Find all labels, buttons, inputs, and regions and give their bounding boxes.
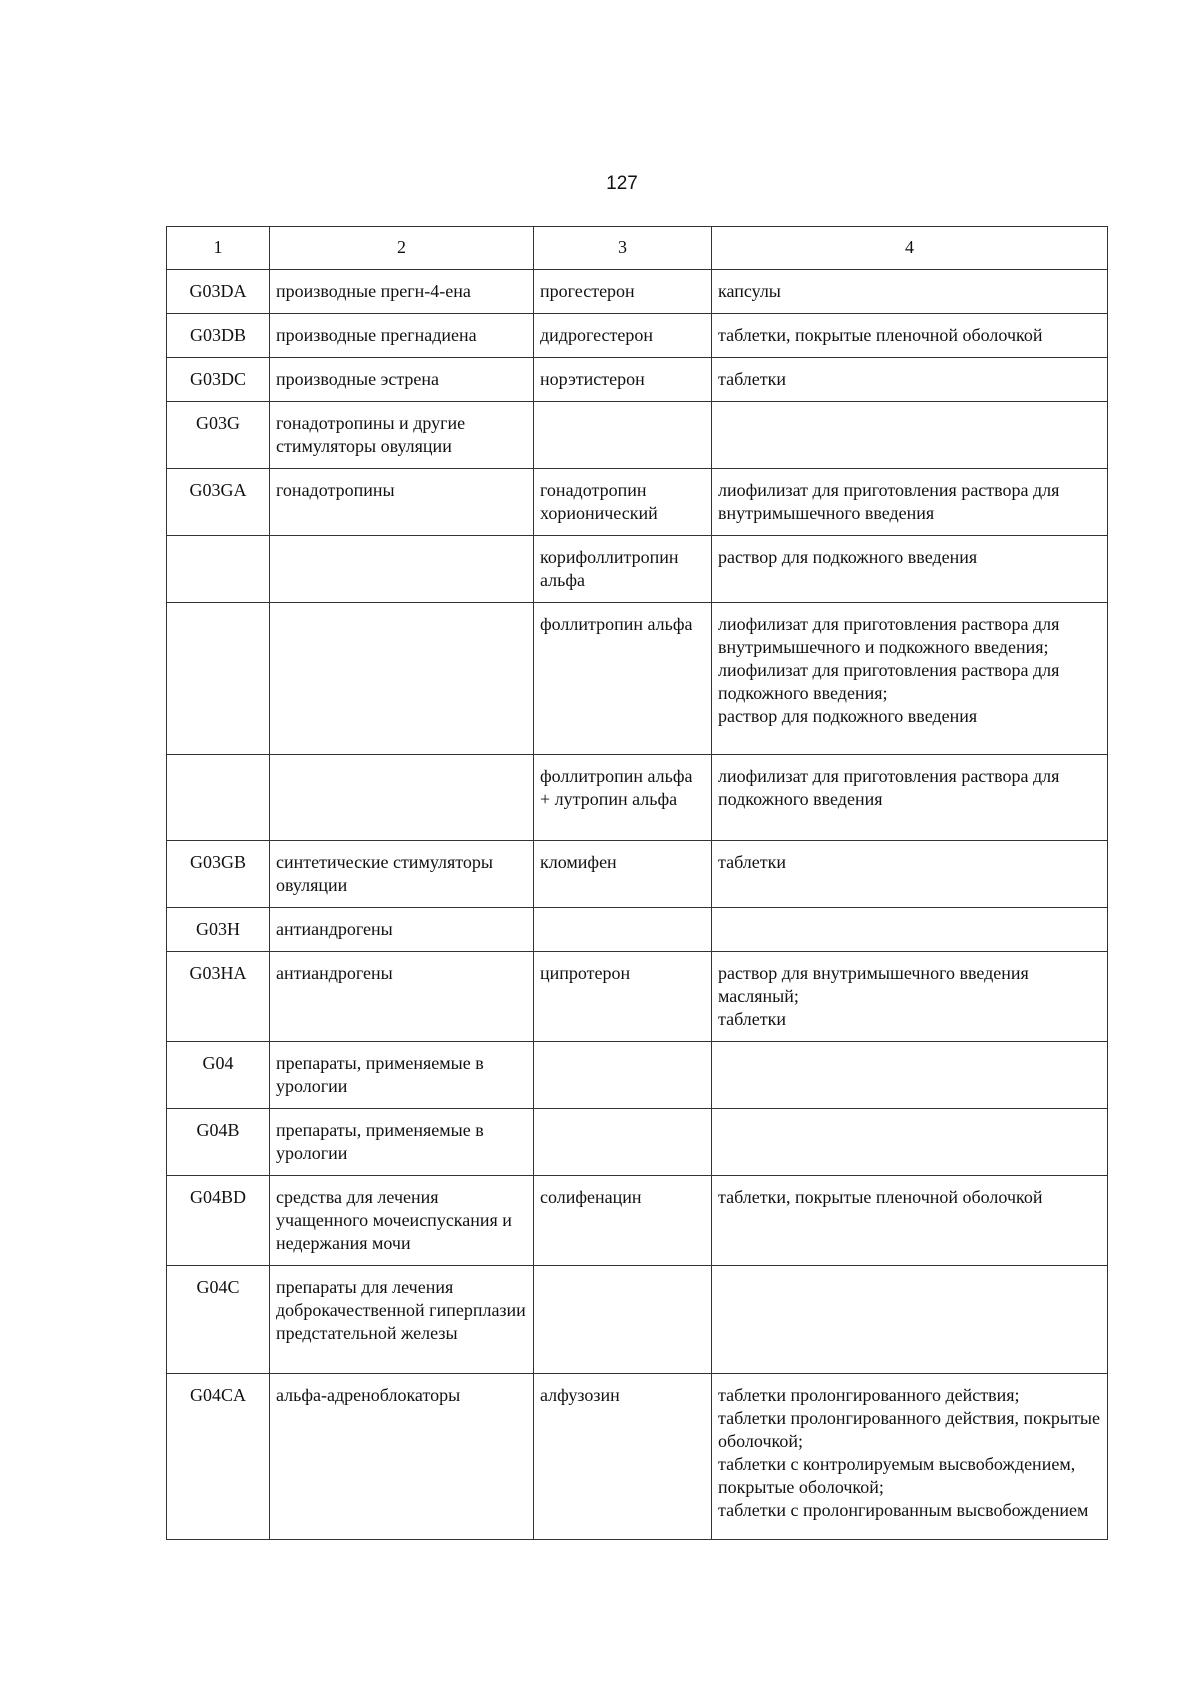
dosage-forms-cell bbox=[712, 358, 1108, 402]
dosage-form-line: таблетки с контролируемым высвобождением, покрытые оболочкой; bbox=[718, 1454, 1076, 1497]
table-row bbox=[167, 469, 1108, 536]
header-cell: 2 bbox=[270, 227, 534, 270]
table-row bbox=[167, 908, 1108, 952]
atc-code-cell: G03GB bbox=[167, 841, 270, 908]
atc-code-cell: G04B bbox=[167, 1109, 270, 1176]
substance-cell: алфузозин bbox=[534, 1374, 712, 1540]
dosage-form-line: таблетки bbox=[718, 1009, 787, 1029]
dosage-form-line: таблетки пролонгированного действия, покрытые оболочкой; bbox=[718, 1408, 1100, 1451]
substance-cell bbox=[534, 1266, 712, 1374]
dosage-forms-cell bbox=[712, 841, 1108, 908]
group-name-cell: гонадотропины и другие стимуляторы овуляции bbox=[270, 402, 534, 469]
dosage-form-line: лиофилизат для приготовления раствора для подкожного введения; bbox=[718, 660, 1060, 703]
group-name-cell: препараты для лечения доброкачественной гиперплазии предстательной железы bbox=[270, 1266, 534, 1374]
table-row bbox=[167, 270, 1108, 314]
substance-cell bbox=[534, 1042, 712, 1109]
group-name-cell: альфа-адреноблокаторы bbox=[270, 1374, 534, 1540]
substance-cell: фоллитропин альфа + лутропин альфа bbox=[534, 755, 712, 841]
dosage-form-line: лиофилизат для приготовления раствора для внутримышечного введения bbox=[718, 480, 1060, 523]
drug-table bbox=[166, 226, 1108, 1540]
group-name-cell: средства для лечения учащенного мочеиспускания и недержания мочи bbox=[270, 1176, 534, 1266]
substance-cell: корифоллитропин альфа bbox=[534, 536, 712, 603]
table-header-row bbox=[167, 227, 1108, 270]
substance-cell: прогестерон bbox=[534, 270, 712, 314]
group-name-cell: производные эстрена bbox=[270, 358, 534, 402]
dosage-forms-cell bbox=[712, 1266, 1108, 1374]
group-name-cell bbox=[270, 755, 534, 841]
dosage-forms-cell bbox=[712, 1176, 1108, 1266]
table-row bbox=[167, 358, 1108, 402]
substance-cell: гонадотропин хорионический bbox=[534, 469, 712, 536]
substance-cell: ципротерон bbox=[534, 952, 712, 1042]
table-row bbox=[167, 402, 1108, 469]
table-row bbox=[167, 1176, 1108, 1266]
atc-code-cell: G03DB bbox=[167, 314, 270, 358]
table-row bbox=[167, 314, 1108, 358]
atc-code-cell: G03DA bbox=[167, 270, 270, 314]
group-name-cell: гонадотропины bbox=[270, 469, 534, 536]
dosage-form-line: таблетки пролонгированного действия; bbox=[718, 1385, 1020, 1405]
group-name-cell: производные прегн-4-ена bbox=[270, 270, 534, 314]
header-cell: 3 bbox=[534, 227, 712, 270]
dosage-form-line: капсулы bbox=[718, 281, 781, 301]
dosage-forms-cell bbox=[712, 908, 1108, 952]
group-name-cell: препараты, применяемые в урологии bbox=[270, 1042, 534, 1109]
group-name-cell: производные прегнадиена bbox=[270, 314, 534, 358]
group-name-cell: антиандрогены bbox=[270, 908, 534, 952]
dosage-forms-cell bbox=[712, 1042, 1108, 1109]
dosage-form-line: таблетки bbox=[718, 369, 787, 389]
dosage-form-line: таблетки, покрытые пленочной оболочкой bbox=[718, 325, 1043, 345]
table-body bbox=[167, 227, 1108, 1540]
table-row bbox=[167, 1109, 1108, 1176]
header-cell: 1 bbox=[167, 227, 270, 270]
table-row bbox=[167, 755, 1108, 841]
table-row bbox=[167, 1266, 1108, 1374]
dosage-forms-cell bbox=[712, 270, 1108, 314]
table-row bbox=[167, 603, 1108, 755]
dosage-forms-cell bbox=[712, 1109, 1108, 1176]
group-name-cell bbox=[270, 603, 534, 755]
atc-code-cell: G03DC bbox=[167, 358, 270, 402]
table-row bbox=[167, 952, 1108, 1042]
table-row bbox=[167, 1042, 1108, 1109]
atc-code-cell bbox=[167, 536, 270, 603]
atc-code-cell: G04CA bbox=[167, 1374, 270, 1540]
dosage-forms-cell bbox=[712, 1374, 1108, 1540]
atc-code-cell bbox=[167, 755, 270, 841]
dosage-forms-cell bbox=[712, 402, 1108, 469]
atc-code-cell: G03H bbox=[167, 908, 270, 952]
dosage-forms-cell bbox=[712, 469, 1108, 536]
substance-cell bbox=[534, 402, 712, 469]
dosage-forms-cell bbox=[712, 603, 1108, 755]
table-row bbox=[167, 841, 1108, 908]
table-row bbox=[167, 1374, 1108, 1540]
header-cell: 4 bbox=[712, 227, 1108, 270]
dosage-forms-cell bbox=[712, 536, 1108, 603]
atc-code-cell bbox=[167, 603, 270, 755]
dosage-form-line: лиофилизат для приготовления раствора для подкожного введения bbox=[718, 766, 1060, 809]
atc-code-cell: G04 bbox=[167, 1042, 270, 1109]
group-name-cell: антиандрогены bbox=[270, 952, 534, 1042]
group-name-cell: препараты, применяемые в урологии bbox=[270, 1109, 534, 1176]
dosage-form-line: таблетки bbox=[718, 852, 787, 872]
dosage-form-line: таблетки с пролонгированным высвобождением bbox=[718, 1500, 1089, 1520]
substance-cell: фоллитропин альфа bbox=[534, 603, 712, 755]
substance-cell: норэтистерон bbox=[534, 358, 712, 402]
group-name-cell: синтетические стимуляторы овуляции bbox=[270, 841, 534, 908]
atc-code-cell: G04BD bbox=[167, 1176, 270, 1266]
dosage-form-line: лиофилизат для приготовления раствора для внутримышечного и подкожного введения; bbox=[718, 614, 1060, 657]
dosage-form-line: раствор для внутримышечного введения масляный; bbox=[718, 963, 1029, 1006]
dosage-form-line: раствор для подкожного введения bbox=[718, 706, 978, 726]
substance-cell: дидрогестерон bbox=[534, 314, 712, 358]
substance-cell: кломифен bbox=[534, 841, 712, 908]
atc-code-cell: G03GA bbox=[167, 469, 270, 536]
substance-cell: солифенацин bbox=[534, 1176, 712, 1266]
substance-cell bbox=[534, 1109, 712, 1176]
dosage-forms-cell bbox=[712, 755, 1108, 841]
group-name-cell bbox=[270, 536, 534, 603]
page-number: 127 bbox=[606, 173, 638, 194]
dosage-form-line: раствор для подкожного введения bbox=[718, 547, 978, 567]
atc-code-cell: G03HA bbox=[167, 952, 270, 1042]
dosage-form-line: таблетки, покрытые пленочной оболочкой bbox=[718, 1187, 1043, 1207]
dosage-forms-cell bbox=[712, 314, 1108, 358]
table-row bbox=[167, 536, 1108, 603]
atc-code-cell: G04C bbox=[167, 1266, 270, 1374]
substance-cell bbox=[534, 908, 712, 952]
atc-code-cell: G03G bbox=[167, 402, 270, 469]
dosage-forms-cell bbox=[712, 952, 1108, 1042]
